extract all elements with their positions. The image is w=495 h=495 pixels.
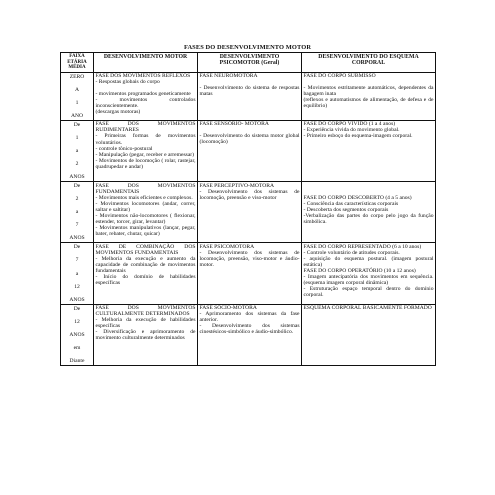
- header-psicomotor: DESENVOLVIMENTO PSICOMOTOR (Geral): [198, 53, 302, 73]
- cell-line: - Movimentos de locomoção ( rolar, rastejar, quadrupedar e andar): [95, 157, 196, 170]
- age-range-cell: [61, 72, 94, 120]
- cell-line: - controle tônico-postural: [95, 145, 153, 152]
- motor-cell: [94, 304, 198, 365]
- cell-line: - Aprimoramento dos sistemas da fase anterior.: [199, 311, 300, 324]
- header-esquema-corporal: DESENVOLVIMENTO DO ESQUEMA CORPORAL: [302, 53, 436, 73]
- cell-line: - Movimentos estritamente automáticos, dependentes da bagagem inata: [303, 85, 434, 98]
- cell-line: - Manipulação (pegar, receber e arremessar): [95, 151, 195, 158]
- motor-cell: [94, 182, 198, 243]
- age-range-text: ZERO: [69, 73, 85, 80]
- cell-line: FASE DO CORPO DESCOBERTO (4 a 5 anos): [303, 194, 412, 201]
- age-range-text: De: [73, 244, 81, 251]
- header-age: FAIXA ETÁRIA MÉDIA: [61, 53, 94, 73]
- phase-title: FASE DOS MOVIMENTOS FUNDAMENTAIS: [95, 182, 196, 195]
- cell-line: - Estruturação espaço temporal dentro do domínio corporal.: [303, 286, 434, 299]
- header-motor: DESENVOLVIMENTO MOTOR: [94, 53, 198, 73]
- age-range-text: a: [75, 270, 79, 277]
- age-range-text: De: [73, 183, 81, 190]
- age-range-text: ANO: [70, 112, 84, 119]
- phase-title: FASE SENSÓRIO- MOTORA: [199, 121, 269, 128]
- cell-line: - Movimentos manipulativos (lançar, pegar, bater, rebater, chutar, quicar): [95, 224, 196, 237]
- cell-line: FASE DO CORPO OPERATÓRIO (10 a 12 anos): [303, 268, 416, 275]
- age-range-text: ANOS: [69, 331, 85, 338]
- cell-line: - Consciência das características corporais: [303, 200, 399, 207]
- cell-line: - Início do domínio de habilidades específicas: [95, 274, 196, 287]
- cell-line: - Movimentos locomotores (andar, correr, saltar e saltitar): [95, 200, 196, 213]
- cell-line: - Movimentos mais eficientes e complexos.: [95, 194, 193, 201]
- document-title: FASES DO DESENVOLVIMENTO MOTOR: [183, 44, 312, 51]
- age-range-text: ANOS: [69, 296, 85, 303]
- table-row: [61, 182, 436, 243]
- phase-title: FASE DO CORPO VIVIDO (1 a 4 anos): [303, 121, 396, 128]
- table-row: [61, 304, 436, 365]
- cell-line: (descargas motoras): [95, 109, 141, 116]
- cell-line: - movimentos programados geneticamente: [95, 91, 191, 98]
- cell-line: -Verbalização das partes do corpo pelo jogo da função simbólica.: [303, 212, 434, 225]
- age-range-cell: [61, 304, 94, 365]
- table-header-row: [61, 53, 436, 73]
- corporal-cell: [302, 243, 436, 304]
- age-range-text: De: [73, 305, 81, 312]
- psico-cell: [198, 304, 302, 365]
- cell-line: - Desenvolvimento dos sistemas de locomoção, preensão e viso-motor: [199, 188, 300, 201]
- corporal-cell: [302, 120, 436, 181]
- age-range-text: 7: [75, 257, 79, 264]
- age-range-cell: [61, 182, 94, 243]
- motor-cell: [94, 72, 198, 120]
- cell-line: - Desenvolvimento dos sistemas cinestésicos-simbólico e áudio-simbólico.: [199, 323, 300, 336]
- phase-title: FASE PERCEPTIVO-MOTORA: [199, 182, 275, 189]
- age-range-text: 1: [75, 99, 79, 106]
- cell-line: - aquisição do esquema postural. (imagem postural estática): [303, 255, 434, 268]
- cell-line: - Desenvolvimento do sistema de respostas matas: [199, 85, 300, 98]
- age-range-text: em: [73, 344, 81, 351]
- cell-line: - movimentos controlados inconscientemente.: [95, 97, 196, 110]
- cell-line: - Imagem antecipatória dos movimentos em sequência.(esquema imagem corporal dinâmica): [303, 274, 434, 287]
- phase-title: ESQUEMA CORPORAL BASICAMENTE FORMADO: [303, 305, 432, 312]
- cell-line: - Experiência vivida do movimento global.: [303, 127, 400, 134]
- age-range-text: 12: [74, 283, 80, 290]
- age-range-text: ANOS: [69, 235, 85, 242]
- age-range-text: 2: [75, 196, 79, 203]
- age-range-text: 1: [75, 135, 79, 142]
- age-range-text: a: [75, 209, 79, 216]
- psico-cell: [198, 72, 302, 120]
- document-page: [60, 44, 435, 366]
- psico-cell: [198, 243, 302, 304]
- table-row: [61, 72, 436, 120]
- phase-title: FASE DOS MOVIMENTOS RUDIMENTARES: [95, 121, 196, 134]
- motor-development-table: [60, 52, 436, 366]
- age-range-text: 7: [75, 222, 79, 229]
- cell-line: - Movimentos não-locomotores ( flexionar, estender, torcer, girar, levantar): [95, 212, 196, 225]
- phase-title: FASE DE COMBINAÇÃO DOS MOVIMENTOS FUNDAMENTAIS: [95, 243, 196, 256]
- cell-line: (reflexos e automatismos de alimentação, de defesa e de equilíbrio): [303, 97, 434, 110]
- corporal-cell: [302, 72, 436, 120]
- cell-line: - Respostas globais do corpo: [95, 79, 160, 86]
- cell-line: - Descoberta dos segmentos corporais: [303, 206, 389, 213]
- corporal-cell: [302, 304, 436, 365]
- phase-title: FASE NEUROMOTORA: [199, 73, 258, 80]
- phase-title: FASE DO CORPO SUBMISSO: [303, 73, 376, 80]
- cell-line: - Melhoria da execução de habilidades específicas: [95, 317, 196, 330]
- cell-line: - Melhoria da execução e aumento da capacidade de combinação de movimentos fundamentais: [95, 255, 196, 275]
- phase-title: FASE SÓCIO-MOTORA: [199, 305, 257, 312]
- age-range-text: a: [75, 148, 79, 155]
- cell-line: - Desenvolvimento dos sistemas de locomoção, preensão, viso-motor e áudio-motor.: [199, 249, 300, 268]
- corporal-cell: [302, 182, 436, 243]
- motor-cell: [94, 243, 198, 304]
- age-range-text: De: [73, 121, 81, 128]
- cell-line: - Controle voluntário de atitudes corporais.: [303, 249, 400, 256]
- cell-line: - Primeiro esboço do esquema-imagem corporal.: [303, 133, 413, 140]
- table-body: [61, 72, 436, 365]
- cell-line: - Diversificação e aprimoramento de movimento culturalmente determinados: [95, 329, 196, 342]
- phase-title: FASE DOS MOVIMENTOS CULTURALMENTE DETERMINADOS: [95, 305, 196, 318]
- table-row: [61, 243, 436, 304]
- cell-line: - Primeiras formas de movimentos voluntários.: [95, 133, 196, 146]
- age-range-cell: [61, 243, 94, 304]
- age-range-text: ANOS: [69, 174, 85, 181]
- cell-line: - Desenvolvimento do sistema motor global (locomoção): [199, 133, 300, 146]
- phase-title: FASE PSICOMOTORA: [199, 243, 255, 250]
- age-range-text: 12: [74, 318, 80, 325]
- age-range-cell: [61, 120, 94, 181]
- age-range-text: 2: [75, 161, 79, 168]
- table-row: [61, 120, 436, 181]
- psico-cell: [198, 182, 302, 243]
- age-range-text: A: [74, 86, 80, 93]
- motor-cell: [94, 120, 198, 181]
- age-range-text: Diante: [69, 357, 85, 364]
- psico-cell: [198, 120, 302, 181]
- phase-title: FASE DO CORPO REPRESENTADO (6 a 10 anos): [303, 243, 422, 250]
- phase-title: FASE DOS MOVIMENTOS REFLEXOS: [95, 73, 191, 80]
